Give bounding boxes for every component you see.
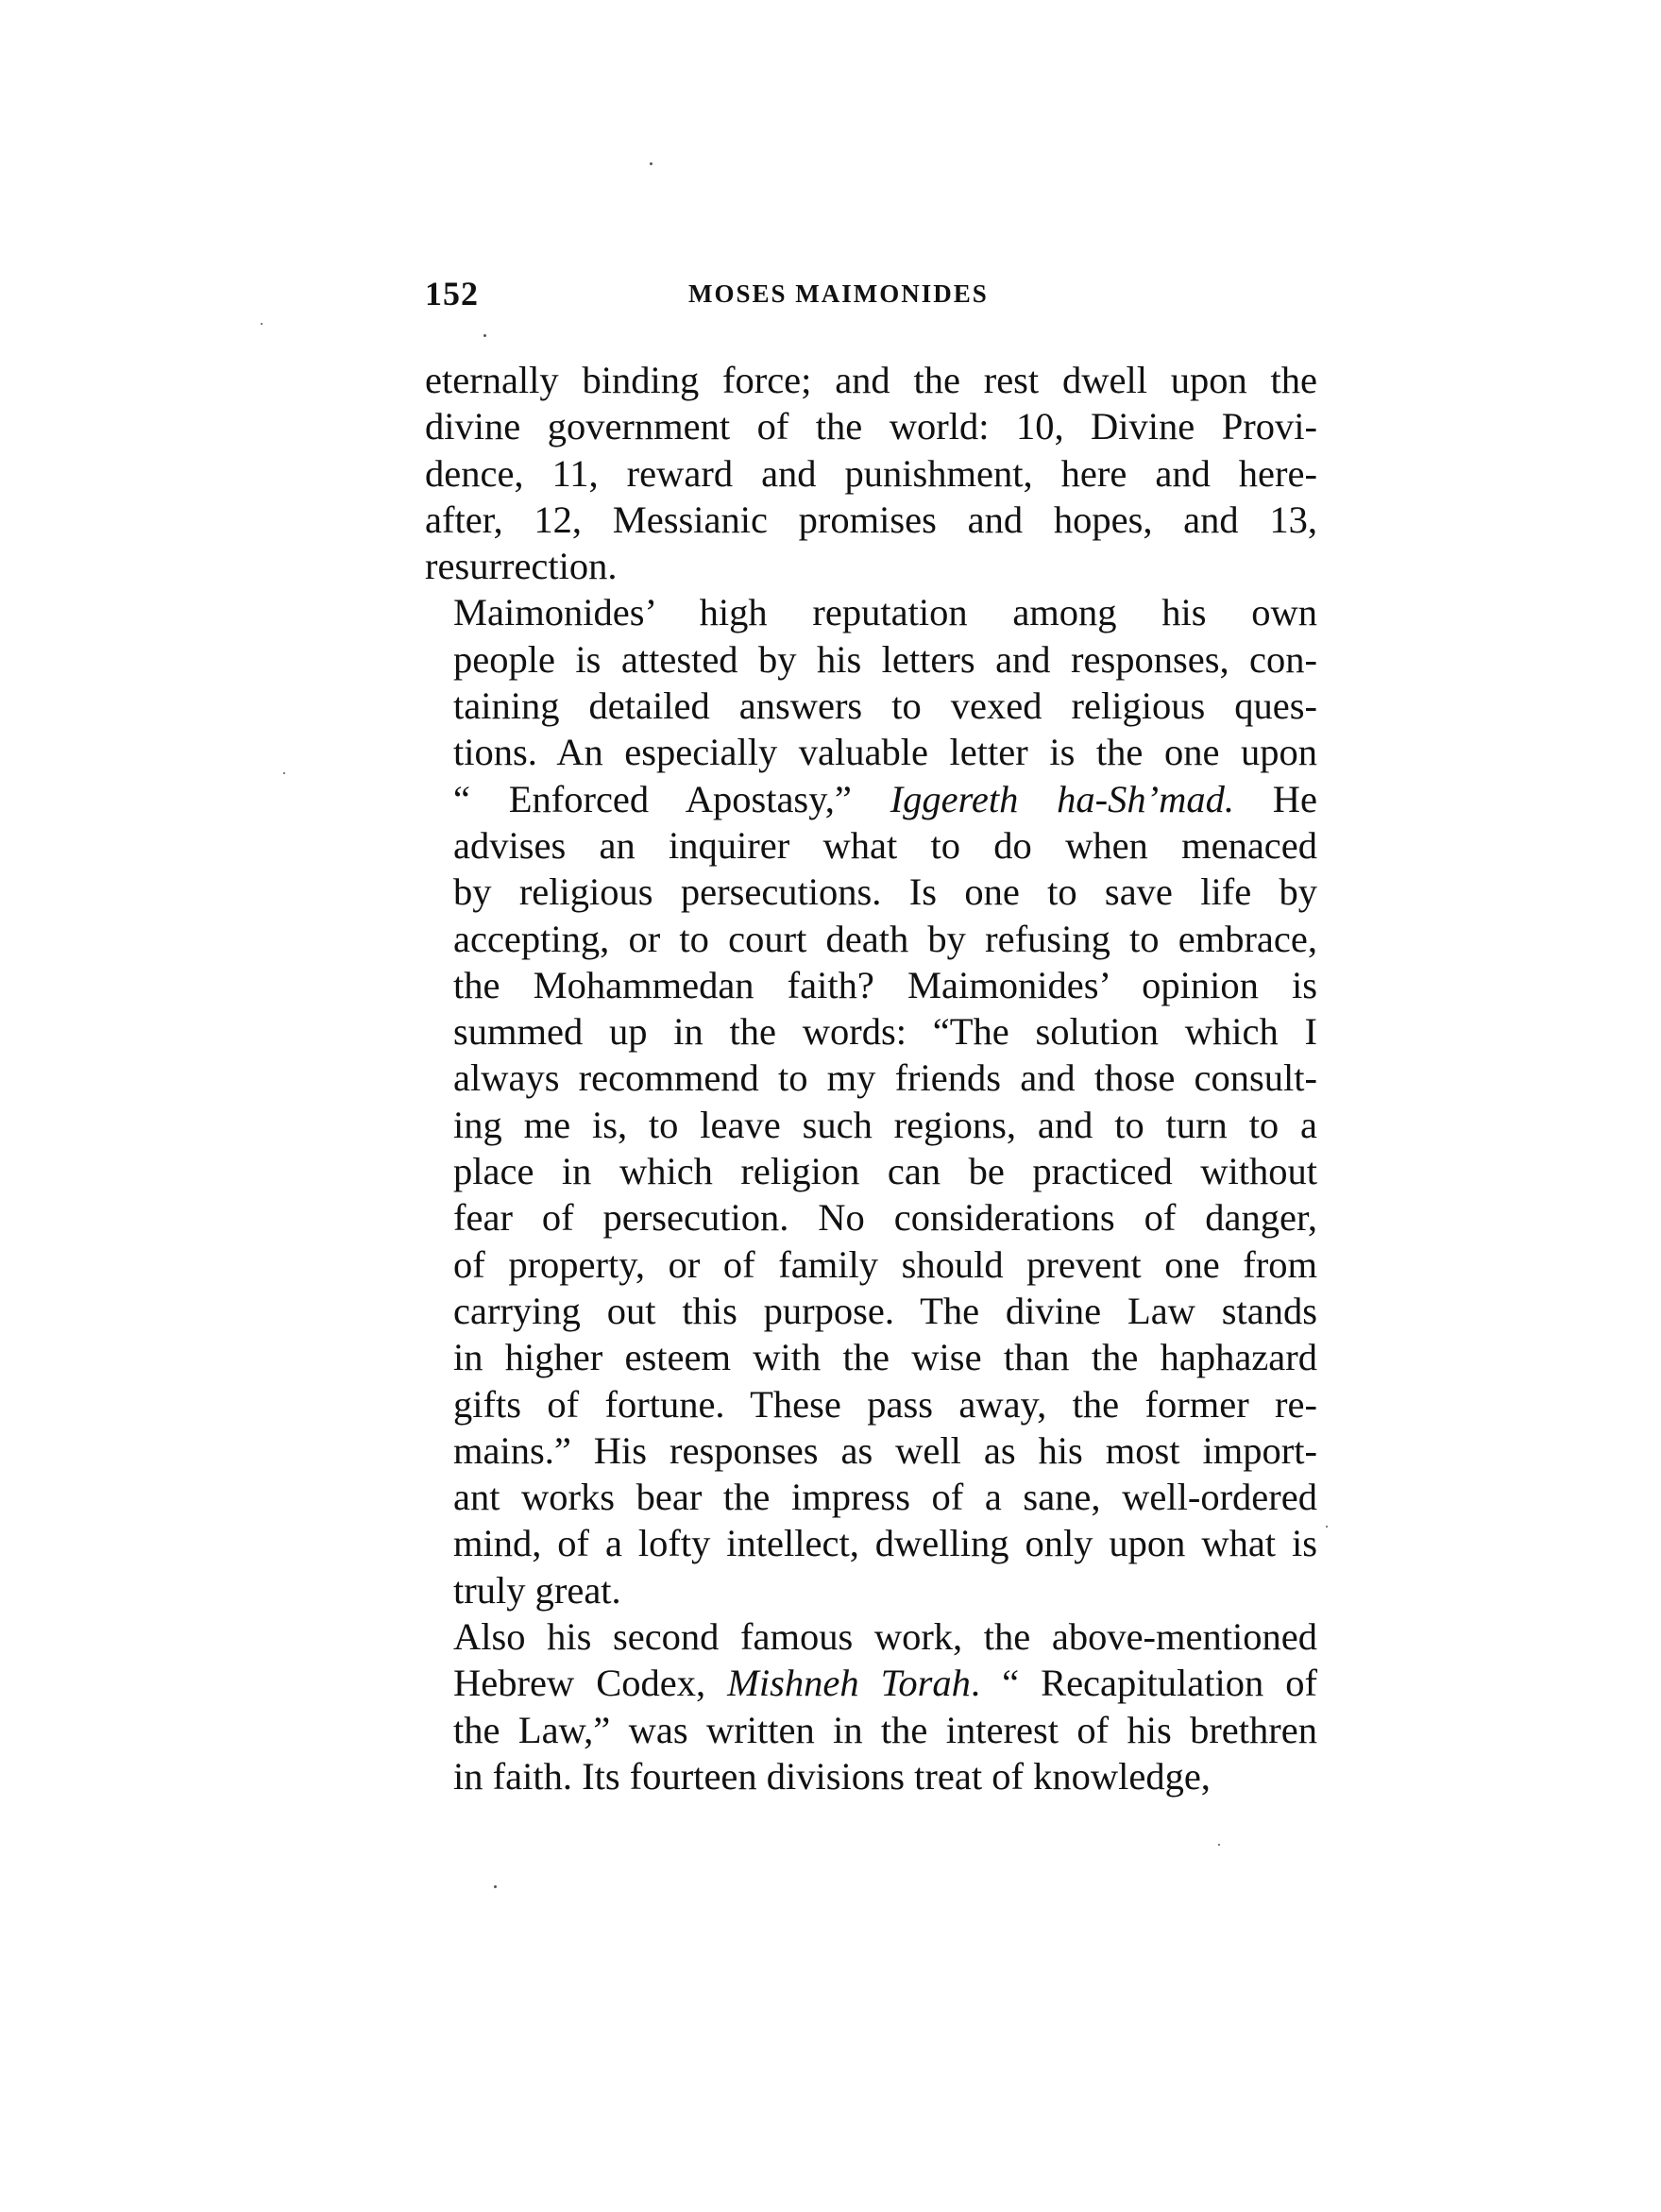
- text-line: eternally binding force; and the rest dwell upon the: [425, 359, 1317, 401]
- text-line: [425, 776, 1317, 822]
- text-line: after, 12, Messianic promises and hopes, and 13,: [425, 498, 1317, 541]
- text-line: the Mohammedan faith? Maimonides’ opinion is: [453, 963, 1317, 1006]
- scan-speck: [261, 323, 263, 325]
- text-line: summed up in the words: “The solution which I: [453, 1010, 1317, 1054]
- text-line: advises an inquirer what to do when menaced: [453, 823, 1317, 867]
- scan-speck: [1326, 1526, 1328, 1528]
- text-line: fear of persecution. No considerations of danger,: [453, 1196, 1317, 1240]
- text-run: He: [1234, 777, 1318, 820]
- text-line: by religious persecutions. Is one to save life by: [453, 870, 1317, 914]
- text-line: in faith. Its fourteen divisions treat of knowledge,: [453, 1754, 1211, 1798]
- text-line: in higher esteem with the wise than the haphazard: [453, 1336, 1317, 1379]
- text-line: ant works bear the impress of a sane, well-ordered: [453, 1476, 1317, 1519]
- text-run: . “ Recapitulation of: [970, 1662, 1317, 1705]
- text-line: accepting, or to court death by refusing to embrace,: [453, 917, 1317, 960]
- scan-speck: [483, 334, 486, 337]
- text-line: dence, 11, reward and punishment, here and here-: [425, 451, 1317, 495]
- text-line: the Law,” was written in the interest of his brethren: [453, 1708, 1317, 1751]
- text-line: people is attested by his letters and responses, con-: [453, 637, 1317, 681]
- running-title: MOSES MAIMONIDES: [688, 279, 989, 308]
- text-line: always recommend to my friends and those consult-: [453, 1056, 1317, 1100]
- body-text: [425, 357, 1317, 1799]
- text-line: gifts of fortune. These pass away, the former re-: [453, 1382, 1317, 1426]
- text-line: taining detailed answers to vexed religious ques-: [453, 684, 1317, 728]
- text-line: divine government of the world: 10, Divine Provi-: [425, 405, 1317, 448]
- text-line: mind, of a lofty intellect, dwelling only upon what is: [453, 1522, 1317, 1565]
- scan-speck: [283, 772, 285, 774]
- text-line: place in which religion can be practiced without: [453, 1150, 1317, 1193]
- paragraph: [425, 589, 1317, 1613]
- text-line: of property, or of family should prevent one from: [453, 1242, 1317, 1286]
- paragraph: [425, 1613, 1317, 1799]
- text-line: [425, 1660, 1317, 1706]
- text-line: mains.” His responses as well as his most import-: [453, 1428, 1317, 1472]
- page-number: 152: [425, 275, 479, 312]
- scan-speck: [650, 162, 653, 165]
- paragraph: [425, 357, 1317, 589]
- text-line: truly great.: [453, 1568, 621, 1612]
- scan-speck: [1218, 1844, 1220, 1846]
- italic-title: Mishneh Torah: [727, 1662, 971, 1705]
- text-line: Maimonides’ high reputation among his own: [453, 591, 1317, 634]
- text-line: Also his second famous work, the above-mentioned: [453, 1615, 1317, 1659]
- text-run: Hebrew Codex,: [453, 1662, 728, 1705]
- text-line: tions. An especially valuable letter is the one upon: [453, 731, 1317, 774]
- text-line: carrying out this purpose. The divine Law stands: [453, 1289, 1317, 1332]
- italic-title: Iggereth ha-Sh’mad.: [890, 777, 1235, 820]
- text-line: resurrection.: [425, 545, 618, 588]
- text-run: “ Enforced Apostasy,”: [453, 777, 890, 820]
- running-head: [425, 274, 1317, 315]
- text-line: ing me is, to leave such regions, and to turn to a: [453, 1103, 1317, 1146]
- scan-speck: [494, 1885, 497, 1888]
